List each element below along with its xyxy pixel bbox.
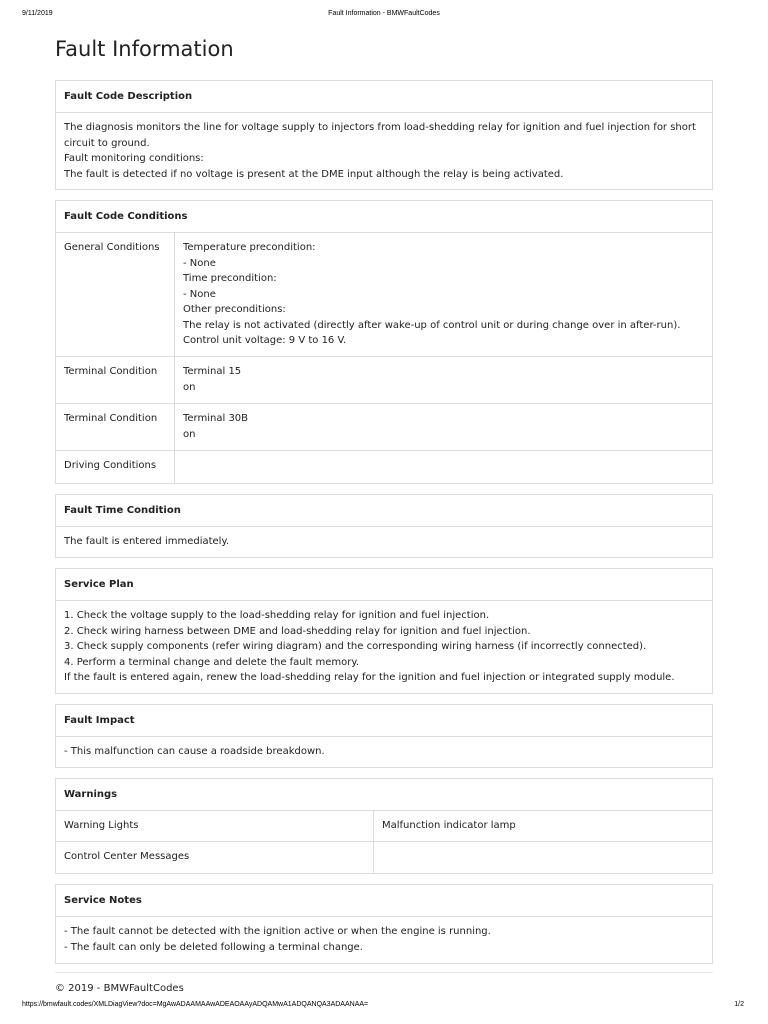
warnings-card: [55, 778, 713, 874]
text-line: Fault monitoring conditions:: [64, 153, 204, 164]
condition-label: Terminal Condition: [56, 357, 175, 403]
card-heading: Fault Code Conditions: [56, 201, 712, 233]
text-line: Other preconditions:: [183, 304, 286, 315]
page-url: https://bmwfault.codes/XMLDiagView?doc=MgAwADAAMAAwADEAOAAyADQAMwA1ADQANQA3ADAANAA=: [22, 1001, 369, 1008]
service-notes-card: [55, 884, 713, 964]
text-line: The fault is entered immediately.: [64, 536, 230, 547]
text-line: - The fault cannot be detected with the ignition active or when the engine is running.: [64, 926, 491, 937]
card-body: [56, 113, 712, 182]
card-heading: Warnings: [56, 779, 712, 811]
warning-value: [374, 842, 712, 873]
card-body: [56, 737, 712, 760]
table-row: [56, 842, 712, 873]
text-line: 3. Check supply components (refer wiring diagram) and the corresponding wiring harness (if incorrectly connected).: [64, 641, 647, 652]
warning-label: Control Center Messages: [56, 842, 374, 873]
service-plan-card: [55, 568, 713, 694]
condition-label: Terminal Condition: [56, 404, 175, 450]
text-line: Control unit voltage: 9 V to 16 V.: [183, 335, 347, 346]
table-row: [56, 404, 712, 451]
fault-time-condition-card: [55, 494, 713, 558]
table-row: [56, 451, 712, 483]
text-line: The diagnosis monitors the line for voltage supply to injectors from load-shedding relay for ignition and fuel injection for short: [64, 122, 696, 133]
condition-value: [175, 404, 712, 450]
main-content: [55, 33, 713, 964]
table-row: [56, 811, 712, 842]
fault-code-conditions-card: [55, 200, 713, 484]
print-header: [0, 10, 768, 22]
text-line: The fault is detected if no voltage is present at the DME input although the relay is being activated.: [64, 168, 564, 180]
text-line: If the fault is entered again, renew the load-shedding relay for the ignition and fuel injection or integrated supply module.: [64, 672, 675, 683]
warning-label: Warning Lights: [56, 811, 374, 841]
condition-value: [175, 451, 712, 483]
footer-divider: [55, 972, 713, 973]
text-line: - The fault can only be deleted following a terminal change.: [64, 941, 363, 953]
print-footer: [0, 1001, 768, 1013]
table-row: [56, 233, 712, 357]
card-heading: Service Plan: [56, 569, 712, 601]
fault-impact-card: [55, 704, 713, 768]
table-row: [56, 357, 712, 404]
text-line: circuit to ground.: [64, 137, 150, 149]
condition-label: General Conditions: [56, 233, 175, 356]
copyright: © 2019 - BMWFaultCodes: [55, 983, 184, 994]
text-line: - None: [183, 288, 216, 300]
page-title: Fault Information: [55, 37, 234, 61]
condition-value: [175, 233, 712, 356]
text-line: Terminal 30B: [183, 413, 249, 424]
condition-value: [175, 357, 712, 403]
warning-value: Malfunction indicator lamp: [382, 820, 516, 831]
text-line: Temperature precondition:: [183, 242, 316, 253]
condition-label: Driving Conditions: [56, 451, 175, 483]
page-number: 1/2: [734, 1001, 744, 1008]
card-heading: Fault Impact: [56, 705, 712, 737]
print-title: Fault Information - BMWFaultCodes: [328, 10, 440, 17]
card-body: [56, 917, 712, 955]
card-body: [56, 601, 712, 686]
text-line: on: [183, 381, 196, 393]
text-line: 4. Perform a terminal change and delete the fault memory.: [64, 656, 360, 668]
print-date: 9/11/2019: [22, 10, 53, 17]
text-line: Time precondition:: [183, 273, 277, 284]
text-line: - This malfunction can cause a roadside breakdown.: [64, 746, 325, 757]
text-line: 2. Check wiring harness between DME and load-shedding relay for ignition and fuel injection.: [64, 625, 531, 637]
card-heading: Service Notes: [56, 885, 712, 917]
text-line: The relay is not activated (directly after wake-up of control unit or during change over in after-run).: [183, 319, 681, 331]
text-line: Terminal 15: [183, 366, 242, 377]
text-line: 1. Check the voltage supply to the load-shedding relay for ignition and fuel injection.: [64, 610, 490, 621]
text-line: on: [183, 428, 196, 440]
card-body: [56, 527, 712, 550]
card-heading: Fault Code Description: [56, 81, 712, 113]
text-line: - None: [183, 257, 216, 269]
card-heading: Fault Time Condition: [56, 495, 712, 527]
fault-code-description-card: [55, 80, 713, 190]
